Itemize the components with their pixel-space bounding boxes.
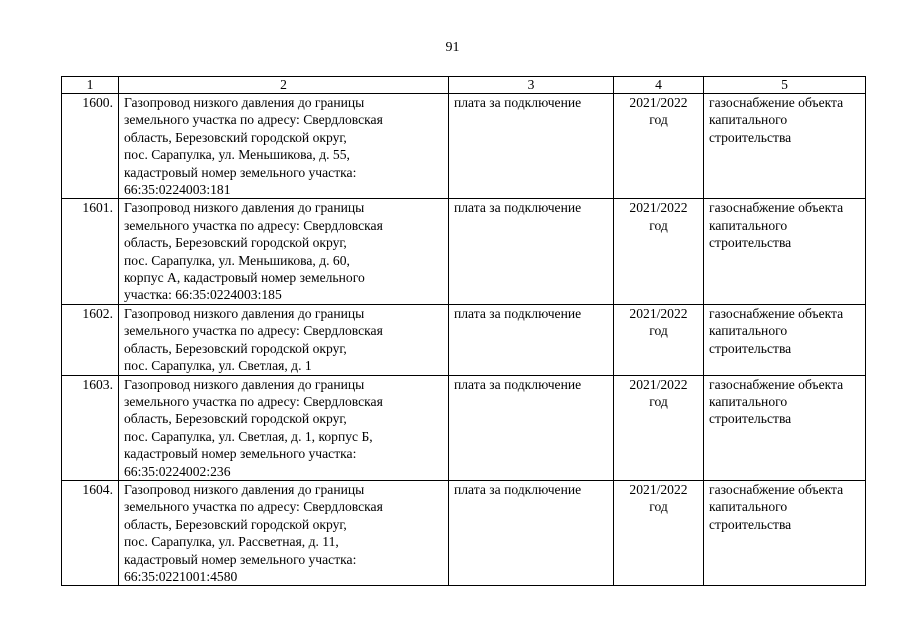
column-header-2: 2 bbox=[119, 77, 449, 94]
period-line: год bbox=[649, 112, 668, 128]
purpose-line: газоснабжение объекта bbox=[709, 376, 844, 392]
purpose-line: строительства bbox=[709, 516, 792, 532]
funding-source: плата за подключение bbox=[449, 199, 614, 304]
investment-table bbox=[61, 76, 866, 586]
description-line: Газопровод низкого давления до границы bbox=[124, 376, 365, 392]
description-line: Газопровод низкого давления до границы bbox=[124, 200, 365, 216]
description-line: земельного участка по адресу: Свердловская bbox=[124, 217, 383, 233]
funding-source: плата за подключение bbox=[449, 480, 614, 585]
description-line: область, Березовский городской округ, bbox=[124, 235, 347, 251]
period-line: год bbox=[649, 217, 668, 233]
object-purpose bbox=[704, 199, 866, 304]
object-purpose bbox=[704, 375, 866, 480]
purpose-line: газоснабжение объекта bbox=[709, 481, 844, 497]
description-line: пос. Сарапулка, ул. Светлая, д. 1, корпус Б, bbox=[124, 428, 373, 444]
page-number: 91 bbox=[445, 40, 460, 55]
description-line: Газопровод низкого давления до границы bbox=[124, 481, 365, 497]
purpose-line: капитального bbox=[709, 393, 788, 409]
purpose-line: газоснабжение объекта bbox=[709, 305, 844, 321]
description-line: земельного участка по адресу: Свердловская bbox=[124, 499, 383, 515]
period-line: год bbox=[649, 323, 668, 339]
object-description bbox=[119, 94, 449, 199]
description-line: пос. Сарапулка, ул. Меньшикова, д. 60, bbox=[124, 252, 350, 268]
column-header-5: 5 bbox=[704, 77, 866, 94]
implementation-period bbox=[614, 304, 704, 375]
description-line: область, Березовский городской округ, bbox=[124, 516, 347, 532]
period-line: год bbox=[649, 393, 668, 409]
implementation-period bbox=[614, 199, 704, 304]
description-line: 66:35:0224002:236 bbox=[124, 463, 231, 479]
funding-source: плата за подключение bbox=[449, 304, 614, 375]
implementation-period bbox=[614, 375, 704, 480]
table-row bbox=[62, 304, 866, 375]
object-purpose bbox=[704, 304, 866, 375]
description-line: кадастровый номер земельного участка: bbox=[124, 446, 357, 462]
column-header-4: 4 bbox=[614, 77, 704, 94]
description-line: земельного участка по адресу: Свердловская bbox=[124, 393, 383, 409]
row-number: 1601. bbox=[62, 199, 119, 304]
funding-source: плата за подключение bbox=[449, 94, 614, 199]
purpose-line: строительства bbox=[709, 235, 792, 251]
description-line: Газопровод низкого давления до границы bbox=[124, 305, 365, 321]
table-body bbox=[62, 77, 866, 586]
period-line: 2021/2022 bbox=[629, 95, 688, 110]
purpose-line: строительства bbox=[709, 340, 792, 356]
object-description bbox=[119, 199, 449, 304]
purpose-line: капитального bbox=[709, 217, 788, 233]
period-line: год bbox=[649, 499, 668, 515]
purpose-line: газоснабжение объекта bbox=[709, 95, 844, 110]
table-header-row bbox=[62, 77, 866, 94]
description-line: 66:35:0224003:181 bbox=[124, 182, 231, 198]
period-line: 2021/2022 bbox=[629, 200, 688, 216]
table-row bbox=[62, 94, 866, 199]
object-purpose bbox=[704, 94, 866, 199]
object-description bbox=[119, 375, 449, 480]
table-row bbox=[62, 375, 866, 480]
description-line: участка: 66:35:0224003:185 bbox=[124, 287, 282, 303]
purpose-line: газоснабжение объекта bbox=[709, 200, 844, 216]
description-line: земельного участка по адресу: Свердловская bbox=[124, 112, 383, 128]
purpose-line: строительства bbox=[709, 129, 792, 145]
column-header-3: 3 bbox=[449, 77, 614, 94]
description-line: область, Березовский городской округ, bbox=[124, 411, 347, 427]
row-number: 1603. bbox=[62, 375, 119, 480]
purpose-line: строительства bbox=[709, 411, 792, 427]
table-row bbox=[62, 199, 866, 304]
purpose-line: капитального bbox=[709, 499, 788, 515]
purpose-line: капитального bbox=[709, 323, 788, 339]
implementation-period bbox=[614, 94, 704, 199]
description-line: кадастровый номер земельного участка: bbox=[124, 164, 357, 180]
column-header-1: 1 bbox=[62, 77, 119, 94]
description-line: пос. Сарапулка, ул. Меньшикова, д. 55, bbox=[124, 147, 350, 163]
row-number: 1600. bbox=[62, 94, 119, 199]
object-purpose bbox=[704, 480, 866, 585]
row-number: 1604. bbox=[62, 480, 119, 585]
period-line: 2021/2022 bbox=[629, 305, 688, 321]
description-line: пос. Сарапулка, ул. Светлая, д. 1 bbox=[124, 358, 312, 374]
description-line: кадастровый номер земельного участка: bbox=[124, 551, 357, 567]
object-description bbox=[119, 304, 449, 375]
description-line: земельного участка по адресу: Свердловская bbox=[124, 323, 383, 339]
funding-source: плата за подключение bbox=[449, 375, 614, 480]
implementation-period bbox=[614, 480, 704, 585]
description-line: область, Березовский городской округ, bbox=[124, 340, 347, 356]
description-line: пос. Сарапулка, ул. Рассветная, д. 11, bbox=[124, 534, 339, 550]
table-row bbox=[62, 480, 866, 585]
period-line: 2021/2022 bbox=[629, 481, 688, 497]
description-line: корпус А, кадастровый номер земельного bbox=[124, 270, 365, 286]
object-description bbox=[119, 480, 449, 585]
description-line: 66:35:0221001:4580 bbox=[124, 568, 238, 584]
period-line: 2021/2022 bbox=[629, 376, 688, 392]
purpose-line: капитального bbox=[709, 112, 788, 128]
row-number: 1602. bbox=[62, 304, 119, 375]
description-line: область, Березовский городской округ, bbox=[124, 129, 347, 145]
description-line: Газопровод низкого давления до границы bbox=[124, 95, 365, 110]
